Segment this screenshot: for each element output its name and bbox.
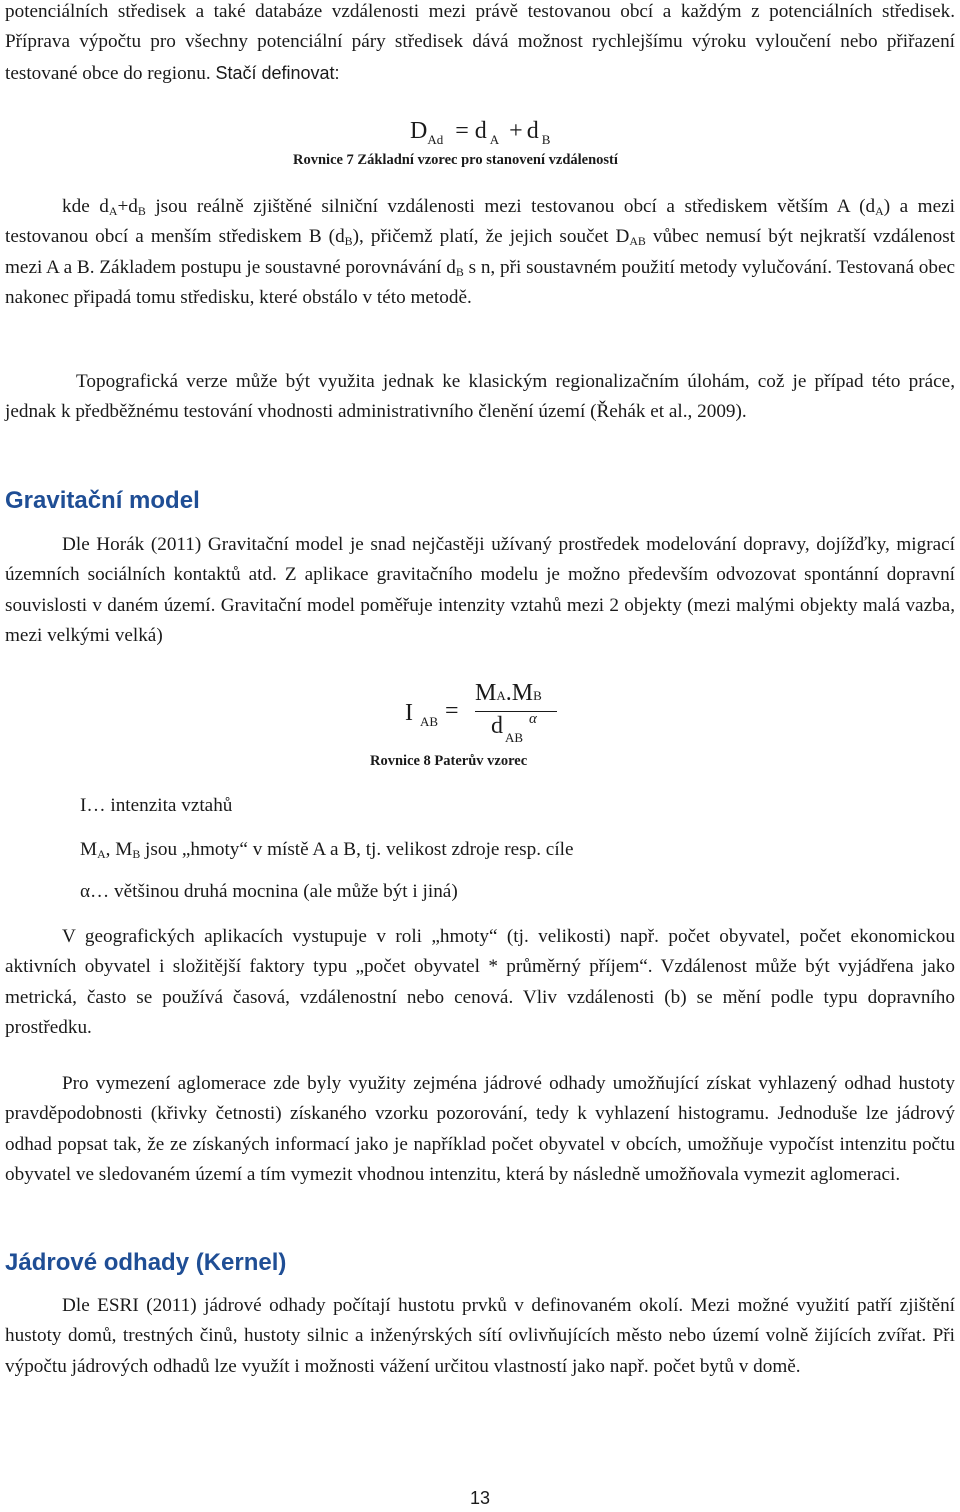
kde-s2: B: [137, 203, 146, 218]
equation-8-caption: Rovnice 8 Paterův vzorec: [370, 753, 528, 769]
aglo-paragraph: Pro vymezení aglomerace zde byly využity zejména jádrové odhady umožňující získat vyhlazený odhad hustoty pravděpodobnosti (křivky četnosti) získaného vzorku pozorování, tedy k vyhlazení histogramu. Jednoduše lze jádrový odhad popsat tak, že ze získaných informací jako je například počet obyvatel v obcích, umožňuje vypočíst intenzitu počtu obyvatel ve sledovaném území a tím vymezit vhodnou intenzitu, která by následně umožňovala vymezit aglomeraci.: [5, 1073, 955, 1185]
kde-t6: vůbec nemusí být nejkratší vzdálenost mezi A a B. Základem postupu je soustavné porovnávání d: [5, 226, 955, 278]
eq7-d1-sub: A: [489, 132, 500, 147]
eq7-equals: =: [455, 118, 469, 144]
eq8-dot: .: [505, 680, 512, 706]
eq8-lhs: I: [405, 700, 413, 726]
geo-paragraph: V geografických aplikacích vystupuje v roli „hmoty“ (tj. velikosti) např. počet obyvatel, počet ekonomickou aktivních obyvatel i složitější faktory typu „počet obyvatel * průměrný příjem“. Vzdálenost může být vyjádřena jako metrická, často se používá časová, vzdálenostní nebo cenová. Vliv vzdálenosti (b) se mění podle typu dopravního prostředku.: [5, 926, 955, 1038]
legend-masses: [80, 839, 574, 862]
eq8-equals: =: [445, 698, 459, 724]
kde-s4: B: [344, 234, 353, 249]
legend-m-rest: jsou „hmoty“ v místě A a B, tj. velikost zdroje resp. cíle: [140, 839, 574, 860]
intro-tail: Stačí definovat:: [215, 62, 340, 83]
eq8-m2: M: [511, 680, 534, 706]
eq7-d1: d: [474, 118, 487, 144]
eq8-den-sub: AB: [505, 730, 524, 745]
eq8-m1: M: [475, 680, 497, 706]
eq7-lhs-sub: Ad: [427, 132, 444, 147]
eq7-plus: +: [509, 118, 523, 144]
kde-paragraph: [5, 192, 955, 313]
legend-alpha: α… většinou druhá mocnina (ale může být i jiná): [80, 881, 458, 902]
eq8-m1-sub: A: [496, 688, 506, 703]
kde-t7: s n, při soustavném použití metody vylučování. Testovaná obec nakonec připadá tomu středisku, které obstálo v této metodě.: [5, 256, 955, 308]
kde-s6: B: [455, 264, 464, 279]
page-number: 13: [469, 1488, 491, 1508]
kde-t3: jsou reálně zjištěné silniční vzdálenosti mezi testovanou obcí a střediskem větším A (d: [145, 196, 876, 217]
legend-m-b-sub: B: [132, 846, 141, 861]
kde-t5: ), přičemž platí, že jejich součet D: [352, 226, 630, 248]
kernel-paragraph: Dle ESRI (2011) jádrové odhady počítají hustotu prvků v definovaném okolí. Mezi možné využití patří zjištění hustoty domů, trestných činů, hustoty silnic a inženýrských sítí ovlivňujících město nebo území volně žijících zvířat. Při výpočtu jádrových odhadů lze využít i možnosti vážení určitou vlastností jako např. počet bytů v domě.: [5, 1295, 955, 1377]
equation-7-caption: Rovnice 7 Základní vzorec pro stanovení vzdáleností: [293, 152, 618, 168]
eq7-d2-sub: B: [541, 132, 551, 147]
kde-s3: A: [875, 203, 884, 218]
intro-paragraph: [5, 0, 955, 89]
eq8-lhs-sub: AB: [420, 714, 439, 729]
eq8-m2-sub: B: [533, 688, 542, 703]
legend-m-mid: , M: [105, 839, 133, 860]
equation-7: [410, 118, 550, 145]
grav-paragraph: Dle Horák (2011) Gravitační model je snad nejčastěji užívaný prostředek modelování dopravy, dojížďky, migrací územních sociálních kontaktů atd. Z aplikace gravitačního modelu je možno především odvozovat spontánní dopravní souvislosti v daném území. Gravitační model poměřuje intenzity vztahů mezi 2 objekty (mezi malými objekty malá vazba, mezi velkými velká): [5, 534, 955, 646]
kde-s1: A: [108, 203, 118, 218]
eq7-lhs: D: [410, 118, 428, 144]
legend-intensity: I… intenzita vztahů: [80, 795, 233, 816]
legend-m-a: M: [80, 839, 98, 860]
topo-paragraph: Topografická verze může být využita jednak ke klasickým regionalizačním úlohám, což je případ této práce, jednak k předběžnému testování vhodnosti administrativního členění území (Řehák et al., 2009).: [5, 371, 955, 423]
kde-t2: +d: [117, 196, 138, 217]
eq8-den-exp: α: [529, 711, 537, 727]
eq8-den-d: d: [491, 713, 503, 739]
eq7-d2: d: [526, 118, 539, 144]
kde-s5: AB: [629, 234, 646, 249]
eq8-fraction-bar: [475, 711, 557, 712]
eq8-numerator: [475, 680, 542, 707]
kde-t4: ) a mezi testovanou obcí a menším střediskem B (d: [5, 196, 955, 248]
heading-gravitacni-model: Gravitační model: [5, 487, 200, 514]
legend-m-a-sub: A: [97, 846, 106, 861]
heading-jadrove-odhady: Jádrové odhady (Kernel): [5, 1249, 287, 1276]
equation-8: [405, 680, 565, 750]
intro-text: potenciálních středisek a také databáze vzdálenosti mezi právě testovanou obcí a každým z potenciálních středisek. Příprava výpočtu pro všechny potenciální páry středisek dává možnost rychlejšímu výroku vyloučení nebo přiřazení testované obce do regionu.: [5, 1, 955, 84]
kde-t1: kde d: [62, 196, 109, 217]
